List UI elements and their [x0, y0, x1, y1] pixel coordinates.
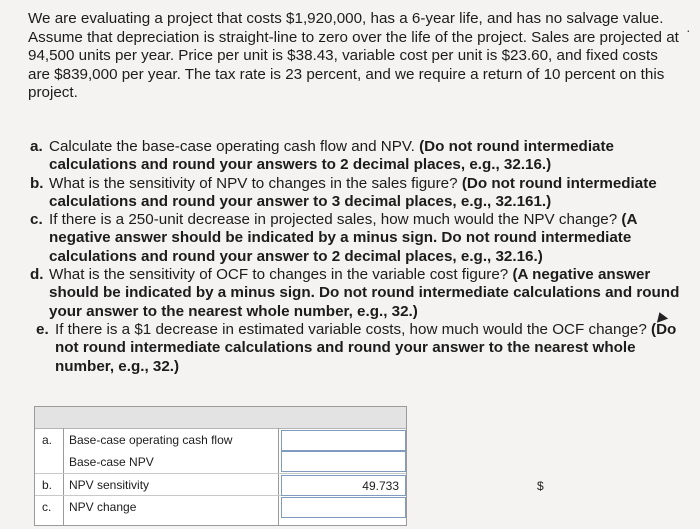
question-instructions: (A negative answer should be indicated by a minus sign. Do not round intermediate calculations and round your answer to the nearest whole number, e.g., 32.) — [49, 266, 680, 320]
question-c — [30, 211, 685, 266]
question-label: d. — [30, 266, 44, 284]
question-list — [30, 138, 685, 376]
question-text: What is the sensitivity of OCF to changes in the variable cost figure? — [49, 266, 509, 284]
dollar-sign: $ — [537, 479, 544, 493]
question-b — [30, 175, 685, 212]
npv-sensitivity-input[interactable] — [281, 475, 544, 496]
question-label: a. — [30, 138, 43, 155]
row-description: Base-case NPV — [69, 455, 154, 469]
row-description: NPV change — [69, 500, 137, 514]
input-value: 49.733 — [362, 479, 399, 493]
row-letter: c. — [42, 500, 52, 514]
question-text: If there is a $1 decrease in estimated variable costs, how much would the OCF change? — [55, 320, 647, 338]
question-label: c. — [30, 211, 43, 229]
stray-mark: · — [686, 22, 691, 38]
table-row — [35, 451, 406, 473]
question-label: b. — [30, 174, 44, 192]
question-label: e. — [36, 320, 49, 338]
row-letter: a. — [42, 433, 53, 447]
table-row — [35, 496, 406, 518]
row-description: Base-case operating cash flow — [69, 433, 233, 447]
row-letter: b. — [42, 478, 53, 492]
table-header — [35, 407, 406, 429]
table-row — [35, 429, 406, 451]
problem-statement: We are evaluating a project that costs $1,920,000, has a 6-year life, and has no salvage value. Assume that depreciation is straight-line to zero over the life of the project. Sales are projected at 94,500 units per year. Price per unit is $38.43, variable cost per unit is $23.60, and fixed costs are $839,000 per year. The tax rate is 23 percent, and we require a return of 10 percent on this project. — [28, 10, 679, 102]
question-text: Calculate the base-case operating cash flow and NPV. — [49, 138, 415, 155]
question-instructions: (Do not round intermediate calculations and round your answer to 3 decimal places, e.g., 32.161.) — [49, 174, 657, 210]
question-text: What is the sensitivity of NPV to changes in the sales figure? — [49, 174, 458, 192]
question-text: If there is a 250-unit decrease in projected sales, how much would the NPV change? — [49, 211, 618, 229]
question-instructions: (Do not round intermediate calculations and round your answer to the nearest whole number, e.g., 32.) — [55, 320, 677, 375]
question-a — [30, 138, 685, 175]
ocf-input[interactable] — [281, 430, 406, 451]
question-d — [30, 266, 685, 321]
npv-change-input[interactable] — [281, 497, 406, 518]
question-e — [36, 321, 685, 376]
table-row — [35, 474, 544, 496]
answer-table — [34, 406, 544, 526]
question-instructions: (Do not round intermediate calculations and round your answers to 2 decimal places, e.g., 32.16.) — [49, 138, 614, 174]
row-description: NPV sensitivity — [69, 478, 150, 492]
npv-input[interactable] — [281, 451, 406, 472]
question-instructions: (A negative answer should be indicated by a minus sign. Do not round intermediate calculations and round your answer to 2 decimal places, e.g., 32.16.) — [49, 211, 637, 265]
